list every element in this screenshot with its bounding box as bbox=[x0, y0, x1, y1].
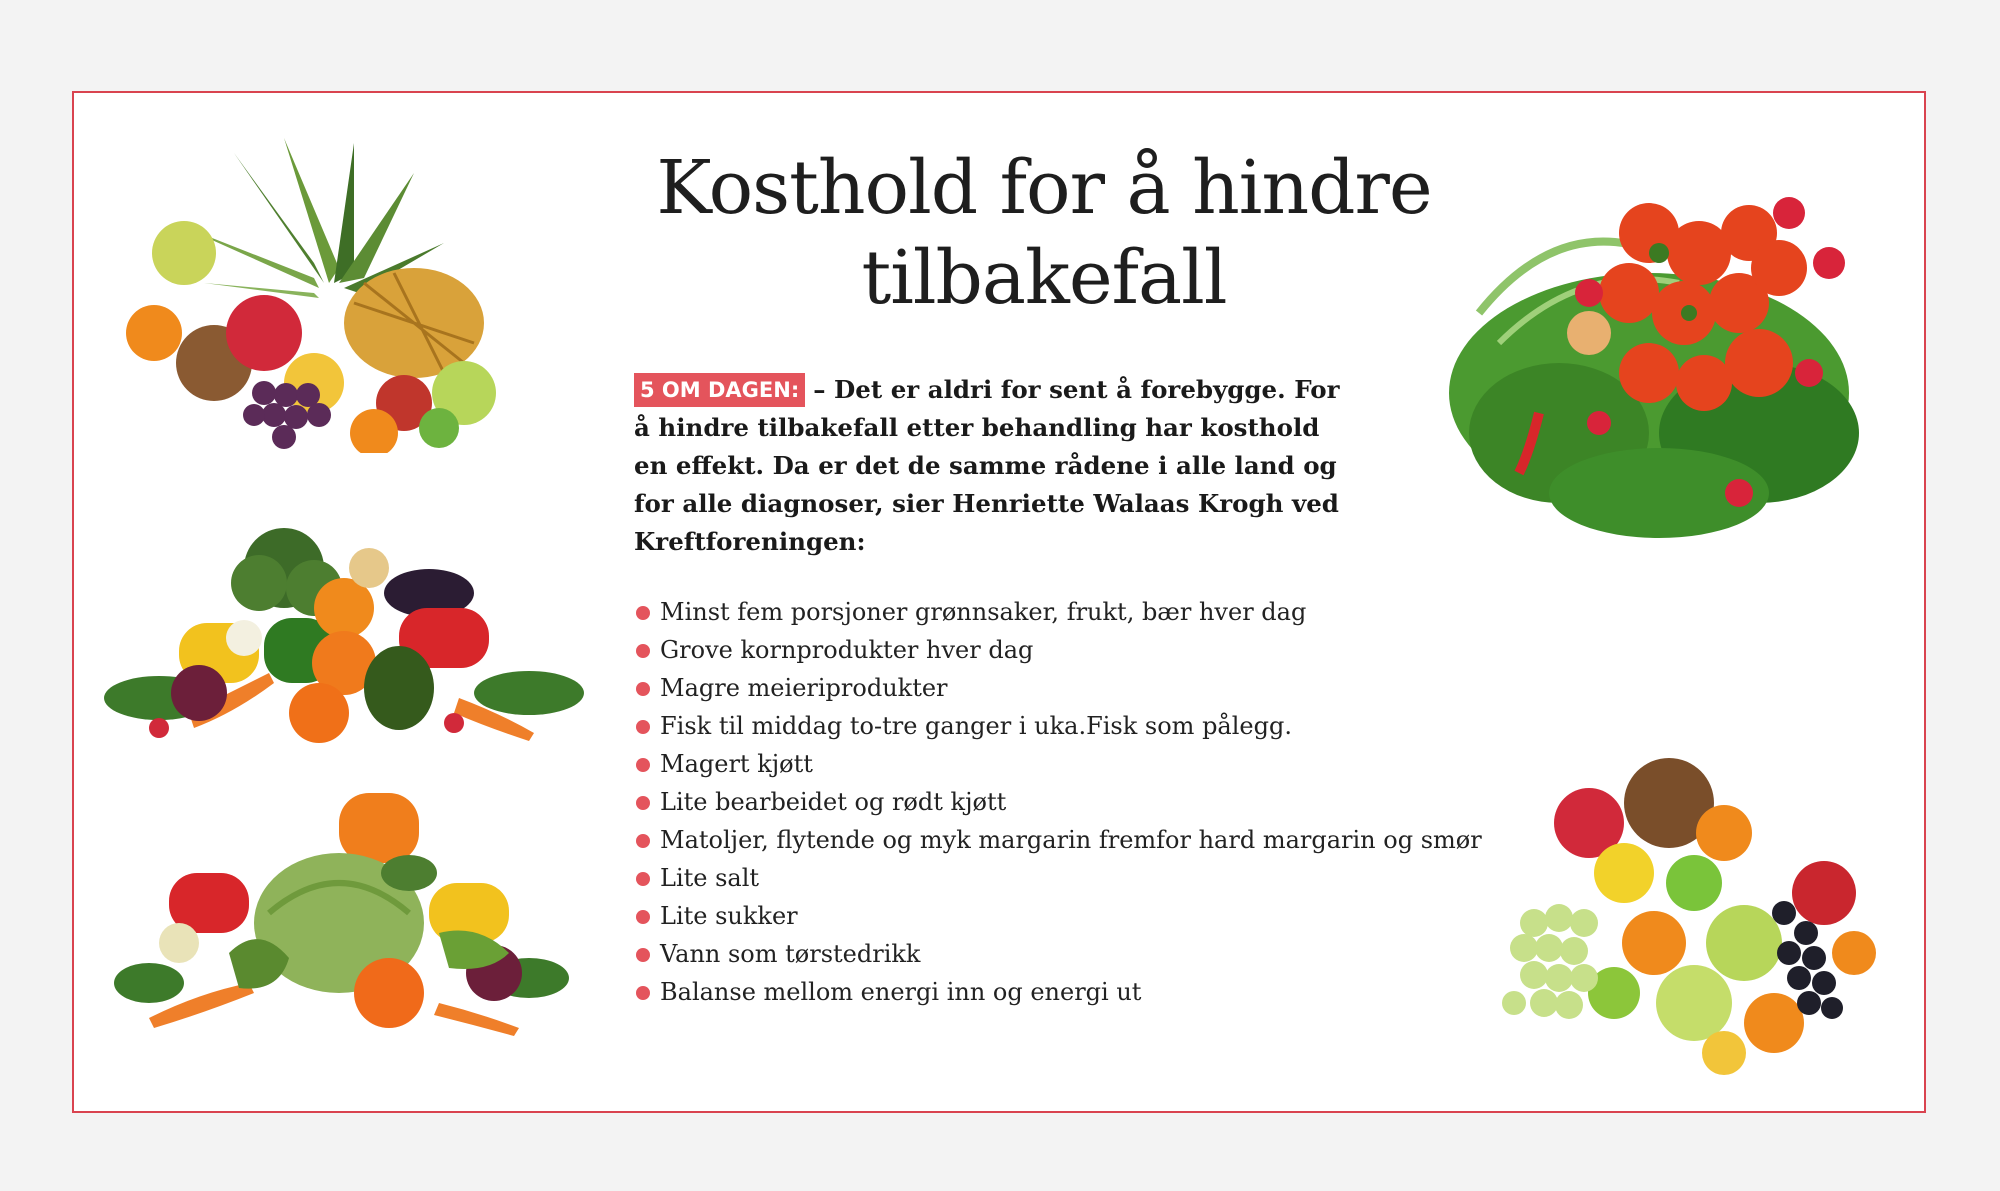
title-line-2: tilbakefall bbox=[861, 235, 1227, 321]
intro-text: – Det er aldri for sent å forebygge. For å hindre tilbakefall etter behandling har kosthold en effekt. Da er det de samme rådene i alle land og for alle diagnoser, sier Henriette Walaas Krogh ved Kreftforeningen: bbox=[634, 375, 1340, 556]
list-item bbox=[634, 593, 1534, 631]
list-item-text: Magre meieriprodukter bbox=[660, 674, 948, 702]
list-item-text: Matoljer, flytende og myk margarin fremfor hard margarin og smør bbox=[660, 826, 1482, 854]
list-item-text: Fisk til middag to-tre ganger i uka.Fisk som pålegg. bbox=[660, 712, 1292, 740]
list-item-text: Vann som tørstedrikk bbox=[660, 940, 921, 968]
bullet-icon bbox=[636, 682, 650, 696]
list-item bbox=[634, 821, 1534, 859]
bullet-icon bbox=[636, 644, 650, 658]
list-item bbox=[634, 631, 1534, 669]
list-item-text: Lite salt bbox=[660, 864, 760, 892]
list-item-text: Lite sukker bbox=[660, 902, 798, 930]
list-item-text: Magert kjøtt bbox=[660, 750, 813, 778]
list-item-text: Grove kornprodukter hver dag bbox=[660, 636, 1034, 664]
badge-5-om-dagen: 5 OM DAGEN: bbox=[634, 373, 805, 407]
list-item bbox=[634, 897, 1534, 935]
pear bbox=[1706, 905, 1782, 981]
fruit-pile-with-pineapple bbox=[114, 133, 514, 453]
list-item bbox=[634, 783, 1534, 821]
title-line-1: Kosthold for å hindre bbox=[656, 145, 1432, 231]
red-onion bbox=[171, 665, 227, 721]
list-item-text: Minst fem porsjoner grønnsaker, frukt, bær hver dag bbox=[660, 598, 1307, 626]
fruit-pile-with-coconut-and-grapes bbox=[1474, 743, 1894, 1103]
orange bbox=[126, 305, 182, 361]
list-item bbox=[634, 669, 1534, 707]
tomatoes-and-herbs bbox=[1439, 173, 1879, 553]
list-item bbox=[634, 859, 1534, 897]
bullet-icon bbox=[636, 758, 650, 772]
red-apple bbox=[226, 295, 302, 371]
grapes bbox=[243, 381, 331, 449]
list-item-text: Balanse mellom energi inn og energi ut bbox=[660, 978, 1142, 1006]
avocado bbox=[364, 646, 434, 730]
bullet-icon bbox=[636, 606, 650, 620]
intro-paragraph bbox=[634, 371, 1354, 561]
bullet-icon bbox=[636, 720, 650, 734]
bullet-icon bbox=[636, 872, 650, 886]
vegetable-pile-with-broccoli bbox=[99, 523, 589, 753]
bullet-icon bbox=[636, 796, 650, 810]
list-item bbox=[634, 707, 1534, 745]
bullet-icon bbox=[636, 834, 650, 848]
apple bbox=[152, 221, 216, 285]
page-title bbox=[594, 143, 1494, 323]
article-card bbox=[72, 91, 1926, 1113]
bullet-icon bbox=[636, 986, 650, 1000]
bullet-icon bbox=[636, 948, 650, 962]
vegetable-pile-with-cabbage bbox=[109, 793, 599, 1043]
list-item bbox=[634, 973, 1534, 1011]
tips-list bbox=[634, 593, 1534, 1011]
orange-pepper bbox=[339, 793, 419, 863]
bullet-icon bbox=[636, 910, 650, 924]
list-item-text: Lite bearbeidet og rødt kjøtt bbox=[660, 788, 1007, 816]
tomato bbox=[354, 958, 424, 1028]
list-item bbox=[634, 745, 1534, 783]
list-item bbox=[634, 935, 1534, 973]
